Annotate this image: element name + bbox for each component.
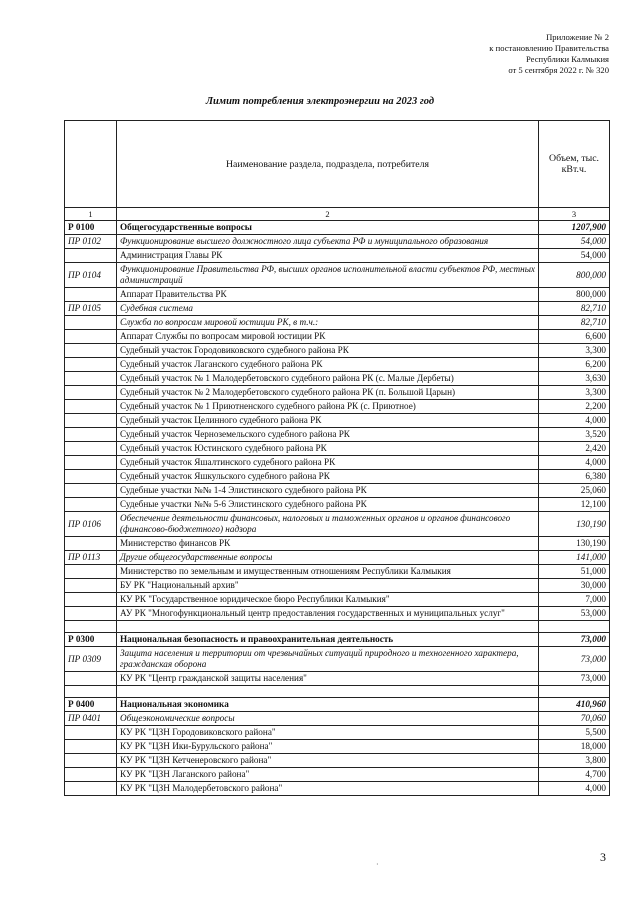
table-row [65, 712, 610, 726]
row-code-cell [65, 607, 117, 621]
row-name-cell: Защита населения и территории от чрезвычайных ситуаций природного и техногенного характера, гражданская оборона [117, 647, 539, 672]
column-number-row [65, 208, 610, 221]
row-code-cell [65, 358, 117, 372]
appendix-line-1: Приложение № 2 [546, 32, 609, 42]
row-name-cell: Судебный участок Целинного судебного района РК [117, 414, 539, 428]
row-name-cell: Судебный участок Черноземельского судебного района РК [117, 428, 539, 442]
row-value-cell: 6,200 [539, 358, 610, 372]
row-code-cell: ПР 0309 [65, 647, 117, 672]
row-name-cell: КУ РК "ЦЗН Городовиковского района" [117, 726, 539, 740]
row-value-cell: 82,710 [539, 302, 610, 316]
row-code-cell: ПР 0102 [65, 235, 117, 249]
appendix-line-2: к постановлению Правительства [489, 43, 609, 53]
table-row [65, 358, 610, 372]
row-name-cell: АУ РК "Многофункциональный центр предоставления государственных и муниципальных услуг" [117, 607, 539, 621]
row-value-cell: 1207,900 [539, 221, 610, 235]
row-value-cell: 70,060 [539, 712, 610, 726]
row-code-cell [65, 498, 117, 512]
row-name-cell: Судебный участок № 1 Малодербетовского судебного района РК (с. Малые Дербеты) [117, 372, 539, 386]
document-title: Лимит потребления электроэнергии на 2023 год [205, 96, 435, 107]
table-row [65, 400, 610, 414]
row-value-cell: 54,000 [539, 249, 610, 263]
table-row [65, 754, 610, 768]
header-volume-cell: Объем, тыс. кВт.ч. [539, 121, 610, 208]
row-code-cell: Р 0300 [65, 633, 117, 647]
column-number: 1 [65, 208, 117, 221]
column-number: 3 [539, 208, 610, 221]
row-name-cell: Судебные участки №№ 5-6 Элистинского судебного района РК [117, 498, 539, 512]
appendix-line-4: от 5 сентября 2022 г. № 320 [508, 65, 609, 75]
table-row [65, 288, 610, 302]
table-row [65, 221, 610, 235]
row-value-cell: 3,800 [539, 754, 610, 768]
row-value-cell: 73,000 [539, 647, 610, 672]
row-code-cell [65, 288, 117, 302]
table-row [65, 726, 610, 740]
limits-table [64, 120, 610, 796]
table-row [65, 344, 610, 358]
table-row [65, 263, 610, 288]
row-name-cell: Судебный участок № 1 Приютненского судебного района РК (с. Приютное) [117, 400, 539, 414]
row-name-cell: КУ РК "Государственное юридическое бюро Республики Калмыкия" [117, 593, 539, 607]
row-code-cell [65, 344, 117, 358]
appendix-line-3: Республики Калмыкия [526, 54, 609, 64]
row-name-cell: Функционирование высшего должностного лица субъекта РФ и муниципального образования [117, 235, 539, 249]
row-name-cell: Другие общегосударственные вопросы [117, 551, 539, 565]
column-number: 2 [117, 208, 539, 221]
row-value-cell: 54,000 [539, 235, 610, 249]
table-row [65, 330, 610, 344]
row-code-cell [65, 470, 117, 484]
row-code-cell [65, 621, 117, 633]
table-row [65, 647, 610, 672]
row-code-cell [65, 768, 117, 782]
table-row [65, 428, 610, 442]
row-code-cell: ПР 0113 [65, 551, 117, 565]
row-code-cell: ПР 0105 [65, 302, 117, 316]
row-name-cell: Судебный участок Яшкульского судебного района РК [117, 470, 539, 484]
row-code-cell [65, 484, 117, 498]
row-value-cell: 30,000 [539, 579, 610, 593]
row-code-cell [65, 726, 117, 740]
row-value-cell: 4,000 [539, 414, 610, 428]
row-value-cell: 6,380 [539, 470, 610, 484]
table-row [65, 698, 610, 712]
row-name-cell: Судебная система [117, 302, 539, 316]
row-value-cell: 73,000 [539, 672, 610, 686]
table-row [65, 249, 610, 263]
row-code-cell [65, 754, 117, 768]
row-name-cell: Аппарат Службы по вопросам мировой юстиции РК [117, 330, 539, 344]
row-code-cell [65, 565, 117, 579]
row-code-cell: ПР 0106 [65, 512, 117, 537]
row-name-cell: Аппарат Правительства РК [117, 288, 539, 302]
table-row [65, 565, 610, 579]
row-value-cell: 12,100 [539, 498, 610, 512]
row-code-cell [65, 400, 117, 414]
table-row [65, 740, 610, 754]
row-value-cell: 5,500 [539, 726, 610, 740]
row-code-cell [65, 372, 117, 386]
row-name-cell: Общегосударственные вопросы [117, 221, 539, 235]
row-value-cell: 4,000 [539, 782, 610, 796]
row-name-cell: КУ РК "Центр гражданской защиты населения" [117, 672, 539, 686]
table-row [65, 512, 610, 537]
row-name-cell: Обеспечение деятельности финансовых, налоговых и таможенных органов и органов финансового (финансово-бюджетного) надзора [117, 512, 539, 537]
row-name-cell: Судебный участок Юстинского судебного района РК [117, 442, 539, 456]
row-name-cell: Служба по вопросам мировой юстиции РК, в т.ч.: [117, 316, 539, 330]
row-value-cell: 3,630 [539, 372, 610, 386]
row-code-cell: ПР 0401 [65, 712, 117, 726]
row-value-cell: 410,960 [539, 698, 610, 712]
row-code-cell [65, 740, 117, 754]
row-value-cell: 53,000 [539, 607, 610, 621]
row-name-cell: Администрация Главы РК [117, 249, 539, 263]
row-name-cell: Министерство по земельным и имущественным отношениям Республики Калмыкия [117, 565, 539, 579]
row-code-cell [65, 414, 117, 428]
table-row [65, 316, 610, 330]
table-row [65, 235, 610, 249]
row-value-cell: 3,300 [539, 344, 610, 358]
row-name-cell: Судебный участок Яшалтинского судебного района РК [117, 456, 539, 470]
table-row [65, 621, 610, 633]
row-code-cell [65, 456, 117, 470]
row-name-cell: КУ РК "ЦЗН Малодербетовского района" [117, 782, 539, 796]
row-name-cell: КУ РК "ЦЗН Ики-Бурульского района" [117, 740, 539, 754]
table-row [65, 768, 610, 782]
footer-mark: · [376, 860, 379, 869]
table-row [65, 498, 610, 512]
table-row [65, 537, 610, 551]
table-row [65, 302, 610, 316]
row-value-cell: 4,000 [539, 456, 610, 470]
table-row [65, 372, 610, 386]
row-name-cell: Национальная безопасность и правоохранительная деятельность [117, 633, 539, 647]
row-code-cell: Р 0100 [65, 221, 117, 235]
table-row [65, 456, 610, 470]
row-name-cell: Судебные участки №№ 1-4 Элистинского судебного района РК [117, 484, 539, 498]
row-value-cell: 7,000 [539, 593, 610, 607]
table-header-row [65, 121, 610, 208]
row-value-cell: 2,420 [539, 442, 610, 456]
row-value-cell: 800,000 [539, 288, 610, 302]
row-code-cell [65, 782, 117, 796]
table-row [65, 442, 610, 456]
row-name-cell: КУ РК "ЦЗН Кетченеровского района" [117, 754, 539, 768]
row-code-cell [65, 686, 117, 698]
row-code-cell [65, 330, 117, 344]
row-value-cell [539, 621, 610, 633]
header-name-cell: Наименование раздела, подраздела, потребителя [117, 121, 539, 208]
row-code-cell: ПР 0104 [65, 263, 117, 288]
row-value-cell: 82,710 [539, 316, 610, 330]
row-code-cell [65, 672, 117, 686]
row-code-cell [65, 579, 117, 593]
table-row [65, 782, 610, 796]
row-name-cell: Судебный участок № 2 Малодербетовского судебного района РК (п. Большой Царын) [117, 386, 539, 400]
row-code-cell [65, 593, 117, 607]
table-row [65, 633, 610, 647]
header-code-cell [65, 121, 117, 208]
table-row [65, 484, 610, 498]
table-row [65, 607, 610, 621]
row-value-cell: 2,200 [539, 400, 610, 414]
row-value-cell: 141,000 [539, 551, 610, 565]
row-name-cell [117, 686, 539, 698]
appendix-note [389, 32, 609, 76]
row-value-cell: 3,520 [539, 428, 610, 442]
row-name-cell: Общеэкономические вопросы [117, 712, 539, 726]
page-number: 3 [600, 850, 606, 864]
table-row [65, 414, 610, 428]
row-value-cell: 3,300 [539, 386, 610, 400]
row-code-cell [65, 316, 117, 330]
row-name-cell: Функционирование Правительства РФ, высших органов исполнительной власти субъектов РФ, местных администраций [117, 263, 539, 288]
row-value-cell: 130,190 [539, 512, 610, 537]
table-row [65, 386, 610, 400]
row-value-cell: 18,000 [539, 740, 610, 754]
row-code-cell [65, 428, 117, 442]
row-code-cell [65, 442, 117, 456]
row-value-cell: 51,000 [539, 565, 610, 579]
row-code-cell: Р 0400 [65, 698, 117, 712]
row-value-cell: 25,060 [539, 484, 610, 498]
row-name-cell: Судебный участок Городовиковского судебного района РК [117, 344, 539, 358]
table-row [65, 579, 610, 593]
row-name-cell: Судебный участок Лаганского судебного района РК [117, 358, 539, 372]
row-code-cell [65, 386, 117, 400]
row-name-cell: Национальная экономика [117, 698, 539, 712]
table-row [65, 551, 610, 565]
row-value-cell: 130,190 [539, 537, 610, 551]
table-row [65, 593, 610, 607]
table-body [65, 221, 610, 796]
row-value-cell: 4,700 [539, 768, 610, 782]
row-name-cell [117, 621, 539, 633]
table-row [65, 470, 610, 484]
row-name-cell: КУ РК "ЦЗН Лаганского района" [117, 768, 539, 782]
row-value-cell: 73,000 [539, 633, 610, 647]
row-value-cell: 6,600 [539, 330, 610, 344]
row-name-cell: БУ РК "Национальный архив" [117, 579, 539, 593]
table-row [65, 686, 610, 698]
row-name-cell: Министерство финансов РК [117, 537, 539, 551]
row-value-cell: 800,000 [539, 263, 610, 288]
table-row [65, 672, 610, 686]
row-code-cell [65, 249, 117, 263]
row-value-cell [539, 686, 610, 698]
row-code-cell [65, 537, 117, 551]
